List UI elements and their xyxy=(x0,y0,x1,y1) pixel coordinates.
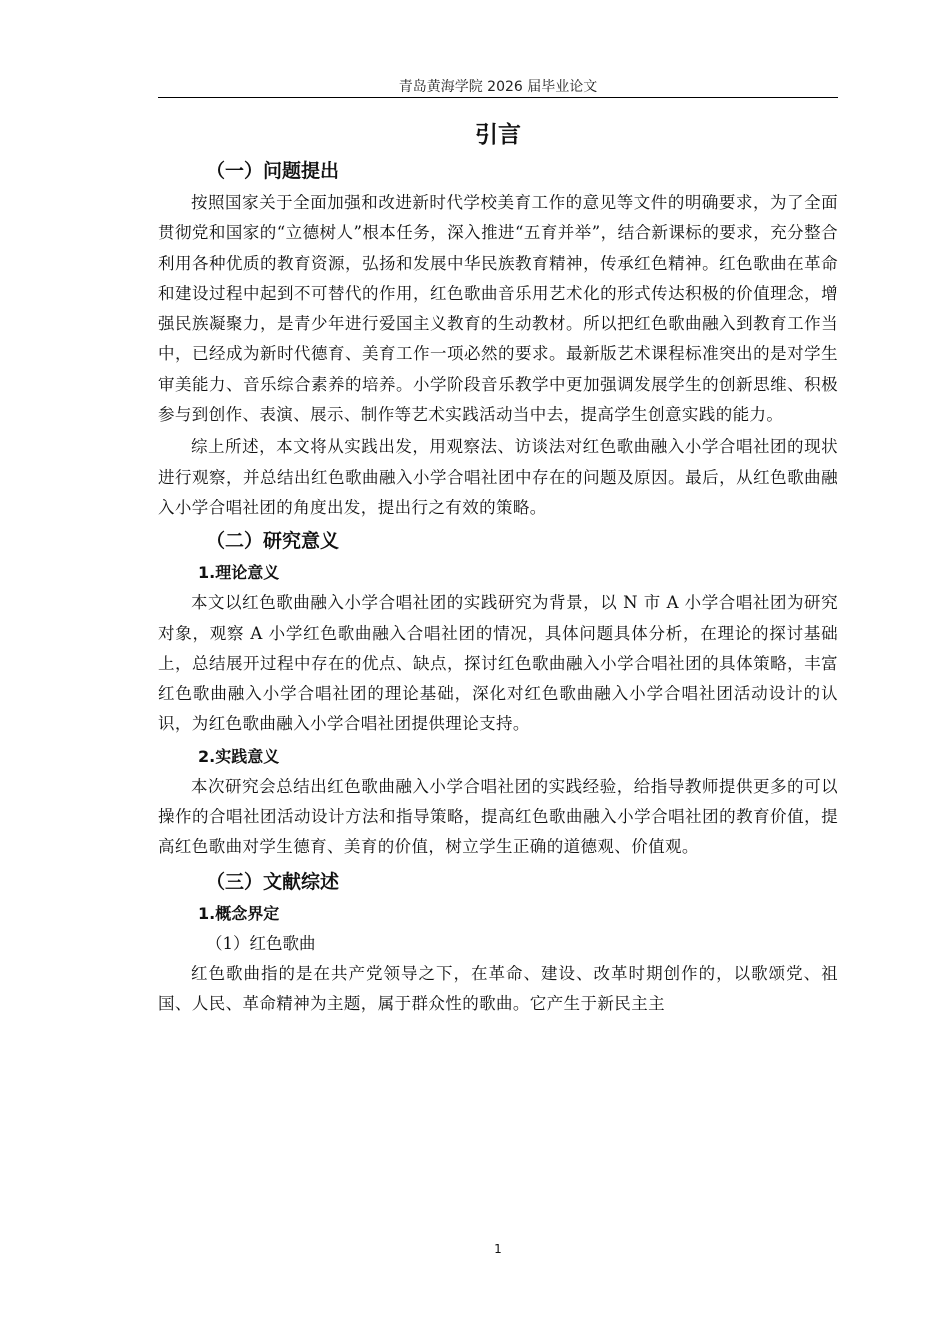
subheading: 1.理论意义 xyxy=(198,563,280,583)
subheading: 1.概念界定 xyxy=(198,903,280,923)
paragraph: 红色歌曲指的是在共产党领导之下，在革命、建设、改革时期创作的，以歌颂党、祖国、人民、革命精神为主题，属于群众性的歌曲。它产生于新民主主 xyxy=(158,963,838,1013)
paragraph: 按照国家关于全面加强和改进新时代学校美育工作的意见等文件的明确要求，为了全面贯彻党和国家的“立德树人”根本任务，深入推进“五育并举”，结合新课标的要求，充分整合利用各种优质的教育资源，弘扬和发展中华民族教育精神，传承红色精神。红色歌曲在革命和建设过程中起到不可替代的作用，红色歌曲音乐用艺术化的形式传达积极的价值理念，增强民族凝聚力，是青少年进行爱国主义教育的生动教材。所以把红色歌曲融入到教育工作当中，已经成为新时代德育、美育工作一项必然的要求。最新版艺术课程标准突出的是对学生审美能力、音乐综合素养的培养。小学阶段音乐教学中更加强调发展学生的创新思维、积极参与到创作、表演、展示、制作等艺术实践活动当中去，提高学生创意实践的能力。 xyxy=(158,193,838,425)
page-title: 引言 xyxy=(475,122,521,148)
running-header: 青岛黄海学院 2026 届毕业论文 xyxy=(398,79,598,95)
page-number: 1 xyxy=(494,1242,502,1256)
list-item: （1）红色歌曲 xyxy=(206,933,316,953)
subheading: 2.实践意义 xyxy=(198,746,280,766)
section-heading-2: （二）研究意义 xyxy=(206,530,340,553)
section-heading-3: （三）文献综述 xyxy=(206,870,340,893)
header-rule xyxy=(158,97,838,98)
section-heading-1: （一）问题提出 xyxy=(206,160,340,182)
body-text xyxy=(158,154,838,1019)
paragraph: 本文以红色歌曲融入小学合唱社团的实践研究为背景，以 N 市 A 小学合唱社团为研究对象，观察 A 小学红色歌曲融入合唱社团的情况，具体问题具体分析，在理论的探讨基础上，总结展开过程中存在的优点、缺点，探讨红色歌曲融入小学合唱社团的具体策略，丰富红色歌曲融入小学合唱社团的理论基础，深化对红色歌曲融入小学合唱社团活动设计的认识，为红色歌曲融入小学合唱社团提供理论支持。 xyxy=(158,593,838,734)
paragraph: 综上所述，本文将从实践出发，用观察法、访谈法对红色歌曲融入小学合唱社团的现状进行观察，并总结出红色歌曲融入小学合唱社团中存在的问题及原因。最后，从红色歌曲融入小学合唱社团的角度出发，提出行之有效的策略。 xyxy=(158,437,838,517)
paragraph: 本次研究会总结出红色歌曲融入小学合唱社团的实践经验，给指导教师提供更多的可以操作的合唱社团活动设计方法和指导策略，提高红色歌曲融入小学合唱社团的教育价值，提高红色歌曲对学生德育、美育的价值，树立学生正确的道德观、价值观。 xyxy=(158,776,838,857)
